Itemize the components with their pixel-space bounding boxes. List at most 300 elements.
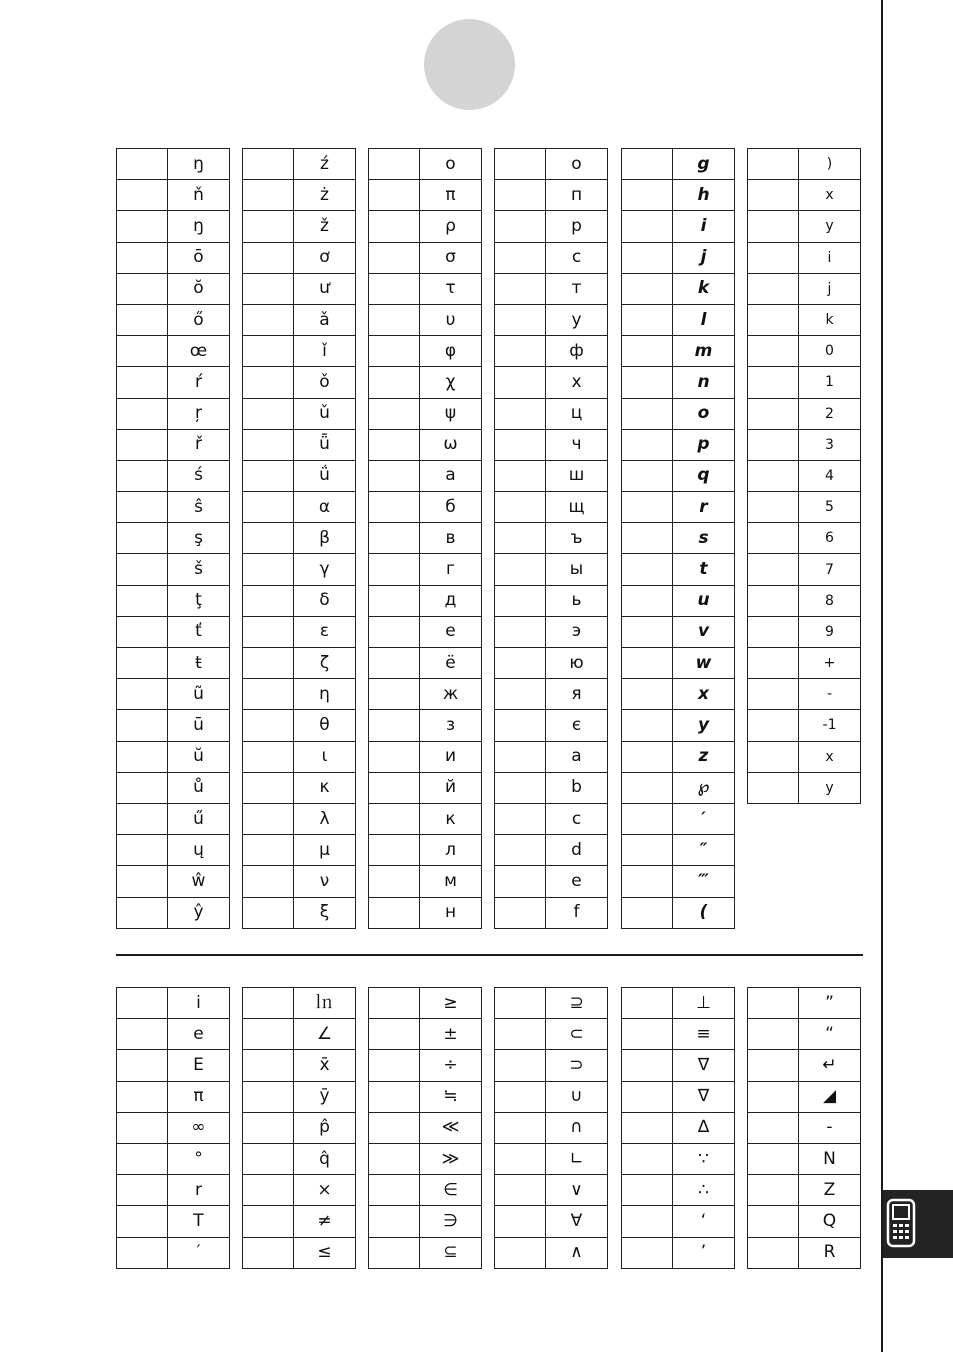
symbol-table-6 xyxy=(747,987,861,1269)
char-glyph-cell: ч xyxy=(546,429,608,460)
char-code-cell xyxy=(622,1237,673,1268)
char-row xyxy=(117,180,230,211)
char-row xyxy=(243,398,356,429)
char-code-cell xyxy=(243,772,294,803)
char-glyph-cell: ≫ xyxy=(420,1143,482,1174)
char-code-cell xyxy=(495,988,546,1019)
char-code-cell xyxy=(495,616,546,647)
char-row xyxy=(495,1081,608,1112)
char-code-cell xyxy=(495,180,546,211)
char-glyph-cell: 7 xyxy=(799,554,861,585)
char-glyph-cell: ŏ xyxy=(168,273,230,304)
char-glyph-cell: œ xyxy=(168,336,230,367)
char-code-cell xyxy=(369,242,420,273)
char-row xyxy=(622,1143,735,1174)
char-row xyxy=(117,429,230,460)
char-row xyxy=(748,336,861,367)
char-code-cell xyxy=(369,741,420,772)
char-glyph-cell: ⊆ xyxy=(420,1237,482,1268)
char-row xyxy=(243,367,356,398)
char-code-cell xyxy=(117,242,168,273)
char-code-cell xyxy=(622,679,673,710)
char-glyph-cell: ÷ xyxy=(420,1050,482,1081)
char-row xyxy=(369,1019,482,1050)
char-code-cell xyxy=(117,835,168,866)
char-glyph-cell: к xyxy=(420,803,482,834)
char-code-cell xyxy=(622,710,673,741)
char-glyph-cell: i xyxy=(168,988,230,1019)
char-code-cell xyxy=(622,211,673,242)
char-table-2 xyxy=(242,148,356,929)
char-glyph-cell: a xyxy=(546,741,608,772)
char-glyph-cell: R xyxy=(799,1237,861,1268)
char-row xyxy=(243,304,356,335)
char-code-cell xyxy=(622,585,673,616)
char-code-cell xyxy=(117,367,168,398)
char-glyph-cell: г xyxy=(420,554,482,585)
char-code-cell xyxy=(495,1143,546,1174)
char-code-cell xyxy=(748,429,799,460)
char-code-cell xyxy=(748,710,799,741)
char-row xyxy=(748,492,861,523)
char-row xyxy=(495,1206,608,1237)
char-glyph-cell: x̄ xyxy=(294,1050,356,1081)
char-code-cell xyxy=(748,460,799,491)
char-table-6 xyxy=(747,148,861,804)
char-code-cell xyxy=(243,710,294,741)
char-code-cell xyxy=(622,866,673,897)
char-glyph-cell: ǒ xyxy=(294,367,356,398)
char-glyph-cell: r xyxy=(673,492,735,523)
char-table-3 xyxy=(368,148,482,929)
char-code-cell xyxy=(369,835,420,866)
char-glyph-cell: s xyxy=(673,523,735,554)
char-row xyxy=(748,149,861,180)
char-code-cell xyxy=(622,648,673,679)
char-code-cell xyxy=(622,1019,673,1050)
char-row xyxy=(369,367,482,398)
char-row xyxy=(495,460,608,491)
char-glyph-cell: f xyxy=(546,897,608,928)
char-glyph-cell: y xyxy=(799,211,861,242)
char-code-cell xyxy=(117,679,168,710)
char-row xyxy=(243,710,356,741)
char-code-cell xyxy=(622,741,673,772)
char-row xyxy=(748,242,861,273)
char-glyph-cell: j xyxy=(673,242,735,273)
char-code-cell xyxy=(243,367,294,398)
char-code-cell xyxy=(622,180,673,211)
char-glyph-cell: ŵ xyxy=(168,866,230,897)
char-code-cell xyxy=(369,1081,420,1112)
char-row xyxy=(369,273,482,304)
char-code-cell xyxy=(748,523,799,554)
char-row xyxy=(622,211,735,242)
char-row xyxy=(369,1175,482,1206)
char-glyph-cell: ∨ xyxy=(546,1175,608,1206)
char-row xyxy=(243,242,356,273)
char-row xyxy=(622,679,735,710)
char-glyph-cell: x xyxy=(799,741,861,772)
char-glyph-cell: х xyxy=(546,367,608,398)
char-code-cell xyxy=(495,866,546,897)
char-glyph-cell: 9 xyxy=(799,616,861,647)
char-code-cell xyxy=(117,336,168,367)
char-row xyxy=(748,1237,861,1268)
char-code-cell xyxy=(243,1112,294,1143)
char-row xyxy=(243,1112,356,1143)
char-code-cell xyxy=(117,866,168,897)
char-row xyxy=(495,273,608,304)
char-glyph-cell: N xyxy=(799,1143,861,1174)
char-glyph-cell: š xyxy=(168,554,230,585)
char-code-cell xyxy=(495,242,546,273)
char-row xyxy=(117,1081,230,1112)
char-glyph-cell: ů xyxy=(168,772,230,803)
char-code-cell xyxy=(243,1050,294,1081)
char-code-cell xyxy=(117,460,168,491)
char-row xyxy=(243,1175,356,1206)
char-row xyxy=(622,492,735,523)
char-code-cell xyxy=(622,492,673,523)
char-code-cell xyxy=(622,772,673,803)
char-code-cell xyxy=(369,429,420,460)
char-code-cell xyxy=(748,1081,799,1112)
char-row xyxy=(369,242,482,273)
char-row xyxy=(748,1081,861,1112)
char-code-cell xyxy=(495,304,546,335)
char-row xyxy=(117,1237,230,1268)
char-glyph-cell: - xyxy=(799,679,861,710)
char-row xyxy=(117,211,230,242)
char-code-cell xyxy=(369,866,420,897)
char-glyph-cell: π xyxy=(168,1081,230,1112)
char-glyph-cell: п xyxy=(546,180,608,211)
char-code-cell xyxy=(243,273,294,304)
char-code-cell xyxy=(117,429,168,460)
char-code-cell xyxy=(243,460,294,491)
margin-rule xyxy=(881,0,883,1352)
char-code-cell xyxy=(117,149,168,180)
char-row xyxy=(243,492,356,523)
char-glyph-cell: j xyxy=(799,273,861,304)
char-code-cell xyxy=(495,523,546,554)
char-code-cell xyxy=(117,585,168,616)
char-glyph-cell: ǘ xyxy=(294,460,356,491)
char-row xyxy=(748,1175,861,1206)
char-code-cell xyxy=(622,1206,673,1237)
char-row xyxy=(369,554,482,585)
char-row xyxy=(369,429,482,460)
char-code-cell xyxy=(495,741,546,772)
char-glyph-cell: ≠ xyxy=(294,1206,356,1237)
char-glyph-cell: ŕ xyxy=(168,367,230,398)
char-code-cell xyxy=(495,1019,546,1050)
char-glyph-cell: ≪ xyxy=(420,1112,482,1143)
char-code-cell xyxy=(495,1081,546,1112)
char-code-cell xyxy=(117,1175,168,1206)
char-row xyxy=(117,492,230,523)
char-glyph-cell: ư xyxy=(294,273,356,304)
char-code-cell xyxy=(369,1237,420,1268)
char-row xyxy=(117,710,230,741)
char-table-4 xyxy=(494,148,608,929)
char-row xyxy=(622,273,735,304)
char-glyph-cell: ↵ xyxy=(799,1050,861,1081)
char-glyph-cell: α xyxy=(294,492,356,523)
char-glyph-cell: ŧ xyxy=(168,648,230,679)
char-row xyxy=(622,1175,735,1206)
char-row xyxy=(243,180,356,211)
char-row xyxy=(369,648,482,679)
char-code-cell xyxy=(495,273,546,304)
char-row xyxy=(243,772,356,803)
char-code-cell xyxy=(748,679,799,710)
char-row xyxy=(369,336,482,367)
char-row xyxy=(748,772,861,803)
char-glyph-cell: й xyxy=(420,772,482,803)
char-row xyxy=(622,835,735,866)
char-row xyxy=(369,1143,482,1174)
char-glyph-cell: я xyxy=(546,679,608,710)
char-row xyxy=(369,988,482,1019)
char-row xyxy=(748,616,861,647)
char-code-cell xyxy=(243,554,294,585)
char-glyph-cell: δ xyxy=(294,585,356,616)
char-glyph-cell: ȳ xyxy=(294,1081,356,1112)
char-code-cell xyxy=(243,523,294,554)
char-row xyxy=(495,1237,608,1268)
char-glyph-cell: λ xyxy=(294,803,356,834)
char-code-cell xyxy=(117,1237,168,1268)
char-glyph-cell: ’ xyxy=(673,1237,735,1268)
char-glyph-cell: ∧ xyxy=(546,1237,608,1268)
char-row xyxy=(495,429,608,460)
char-code-cell xyxy=(748,554,799,585)
char-code-cell xyxy=(495,897,546,928)
char-glyph-cell: ≒ xyxy=(420,1081,482,1112)
char-glyph-cell: о xyxy=(546,149,608,180)
char-row xyxy=(748,648,861,679)
char-code-cell xyxy=(243,741,294,772)
char-row xyxy=(495,180,608,211)
char-glyph-cell: ≤ xyxy=(294,1237,356,1268)
char-code-cell xyxy=(243,1081,294,1112)
char-code-cell xyxy=(622,273,673,304)
char-row xyxy=(243,1081,356,1112)
char-glyph-cell: ± xyxy=(420,1019,482,1050)
char-glyph-cell: н xyxy=(420,897,482,928)
char-glyph-cell: ω xyxy=(420,429,482,460)
char-glyph-cell: ∇ xyxy=(673,1050,735,1081)
char-row xyxy=(622,741,735,772)
char-row xyxy=(243,1050,356,1081)
char-glyph-cell: t xyxy=(673,554,735,585)
char-row xyxy=(243,1019,356,1050)
char-glyph-cell: z xyxy=(673,741,735,772)
char-glyph-cell: Z xyxy=(799,1175,861,1206)
char-glyph-cell: 4 xyxy=(799,460,861,491)
char-code-cell xyxy=(369,803,420,834)
char-code-cell xyxy=(117,616,168,647)
char-glyph-cell: -1 xyxy=(799,710,861,741)
symbol-table-5 xyxy=(621,987,735,1269)
char-row xyxy=(495,648,608,679)
char-glyph-cell: u xyxy=(673,585,735,616)
char-glyph-cell: э xyxy=(546,616,608,647)
char-code-cell xyxy=(117,523,168,554)
char-row xyxy=(243,897,356,928)
char-row xyxy=(495,554,608,585)
char-row xyxy=(622,772,735,803)
char-code-cell xyxy=(369,336,420,367)
char-code-cell xyxy=(495,554,546,585)
char-code-cell xyxy=(117,648,168,679)
char-glyph-cell: o xyxy=(673,398,735,429)
char-row xyxy=(117,242,230,273)
char-row xyxy=(369,1112,482,1143)
char-row xyxy=(243,1143,356,1174)
char-glyph-cell: v xyxy=(673,616,735,647)
char-code-cell xyxy=(748,149,799,180)
char-table-1 xyxy=(116,148,230,929)
char-code-cell xyxy=(117,304,168,335)
char-code-cell xyxy=(117,1050,168,1081)
char-glyph-cell: ź xyxy=(294,149,356,180)
char-code-cell xyxy=(622,398,673,429)
char-code-cell xyxy=(622,1112,673,1143)
char-glyph-cell: ∴ xyxy=(673,1175,735,1206)
char-glyph-cell: υ xyxy=(420,304,482,335)
char-code-cell xyxy=(243,211,294,242)
char-row xyxy=(369,710,482,741)
char-code-cell xyxy=(748,304,799,335)
char-glyph-cell: m xyxy=(673,336,735,367)
char-code-cell xyxy=(243,1237,294,1268)
char-row xyxy=(495,741,608,772)
char-code-cell xyxy=(748,585,799,616)
char-code-cell xyxy=(748,211,799,242)
char-code-cell xyxy=(369,554,420,585)
char-code-cell xyxy=(622,429,673,460)
char-glyph-cell: ∆ xyxy=(673,1112,735,1143)
char-glyph-cell: ы xyxy=(546,554,608,585)
char-row xyxy=(495,398,608,429)
char-row xyxy=(243,554,356,585)
char-glyph-cell: ŝ xyxy=(168,492,230,523)
char-glyph-cell: × xyxy=(294,1175,356,1206)
char-row xyxy=(117,523,230,554)
char-code-cell xyxy=(622,336,673,367)
char-glyph-cell: l xyxy=(673,304,735,335)
symbol-table-4 xyxy=(494,987,608,1269)
char-code-cell xyxy=(748,492,799,523)
char-row xyxy=(117,336,230,367)
char-row xyxy=(369,897,482,928)
char-glyph-cell: ≥ xyxy=(420,988,482,1019)
char-row xyxy=(369,1206,482,1237)
char-glyph-cell: k xyxy=(799,304,861,335)
char-row xyxy=(243,648,356,679)
char-code-cell xyxy=(369,772,420,803)
char-code-cell xyxy=(495,429,546,460)
char-row xyxy=(622,585,735,616)
char-glyph-cell: ǔ xyxy=(294,398,356,429)
char-row xyxy=(117,149,230,180)
char-glyph-cell: ж xyxy=(420,679,482,710)
char-row xyxy=(117,741,230,772)
char-glyph-cell: ∩ xyxy=(546,1112,608,1143)
char-glyph-cell: ∠ xyxy=(294,1019,356,1050)
char-row xyxy=(495,492,608,523)
char-row xyxy=(495,897,608,928)
char-glyph-cell: ∀ xyxy=(546,1206,608,1237)
char-code-cell xyxy=(243,149,294,180)
char-row xyxy=(369,803,482,834)
char-glyph-cell: с xyxy=(546,242,608,273)
char-glyph-cell: ť xyxy=(168,616,230,647)
char-row xyxy=(495,1175,608,1206)
char-code-cell xyxy=(369,1175,420,1206)
char-row xyxy=(622,897,735,928)
char-code-cell xyxy=(117,492,168,523)
char-row xyxy=(495,866,608,897)
char-row xyxy=(117,1019,230,1050)
char-code-cell xyxy=(495,367,546,398)
char-row xyxy=(243,741,356,772)
char-code-cell xyxy=(748,772,799,803)
char-row xyxy=(748,211,861,242)
char-row xyxy=(369,460,482,491)
char-row xyxy=(369,492,482,523)
char-glyph-cell: т xyxy=(546,273,608,304)
char-row xyxy=(117,1112,230,1143)
char-glyph-cell: ) xyxy=(799,149,861,180)
char-row xyxy=(243,460,356,491)
char-code-cell xyxy=(495,398,546,429)
char-code-cell xyxy=(243,492,294,523)
char-row xyxy=(748,1206,861,1237)
char-glyph-cell: σ xyxy=(420,242,482,273)
char-code-cell xyxy=(495,1112,546,1143)
char-code-cell xyxy=(495,1237,546,1268)
char-glyph-cell: x xyxy=(799,180,861,211)
char-row xyxy=(495,211,608,242)
char-glyph-cell: ơ xyxy=(294,242,356,273)
char-code-cell xyxy=(117,180,168,211)
char-code-cell xyxy=(243,648,294,679)
char-glyph-cell: b xyxy=(546,772,608,803)
char-glyph-cell: ф xyxy=(546,336,608,367)
char-row xyxy=(117,1175,230,1206)
char-code-cell xyxy=(622,554,673,585)
char-code-cell xyxy=(369,616,420,647)
char-code-cell xyxy=(243,180,294,211)
char-code-cell xyxy=(369,211,420,242)
char-glyph-cell: g xyxy=(673,149,735,180)
symbol-table-2 xyxy=(242,987,356,1269)
char-glyph-cell: 6 xyxy=(799,523,861,554)
char-row xyxy=(243,211,356,242)
char-glyph-cell: c xyxy=(546,803,608,834)
char-row xyxy=(748,1143,861,1174)
char-glyph-cell: и xyxy=(420,741,482,772)
char-row xyxy=(117,866,230,897)
char-row xyxy=(117,1206,230,1237)
char-code-cell xyxy=(748,367,799,398)
char-glyph-cell: ∵ xyxy=(673,1143,735,1174)
char-code-cell xyxy=(495,492,546,523)
